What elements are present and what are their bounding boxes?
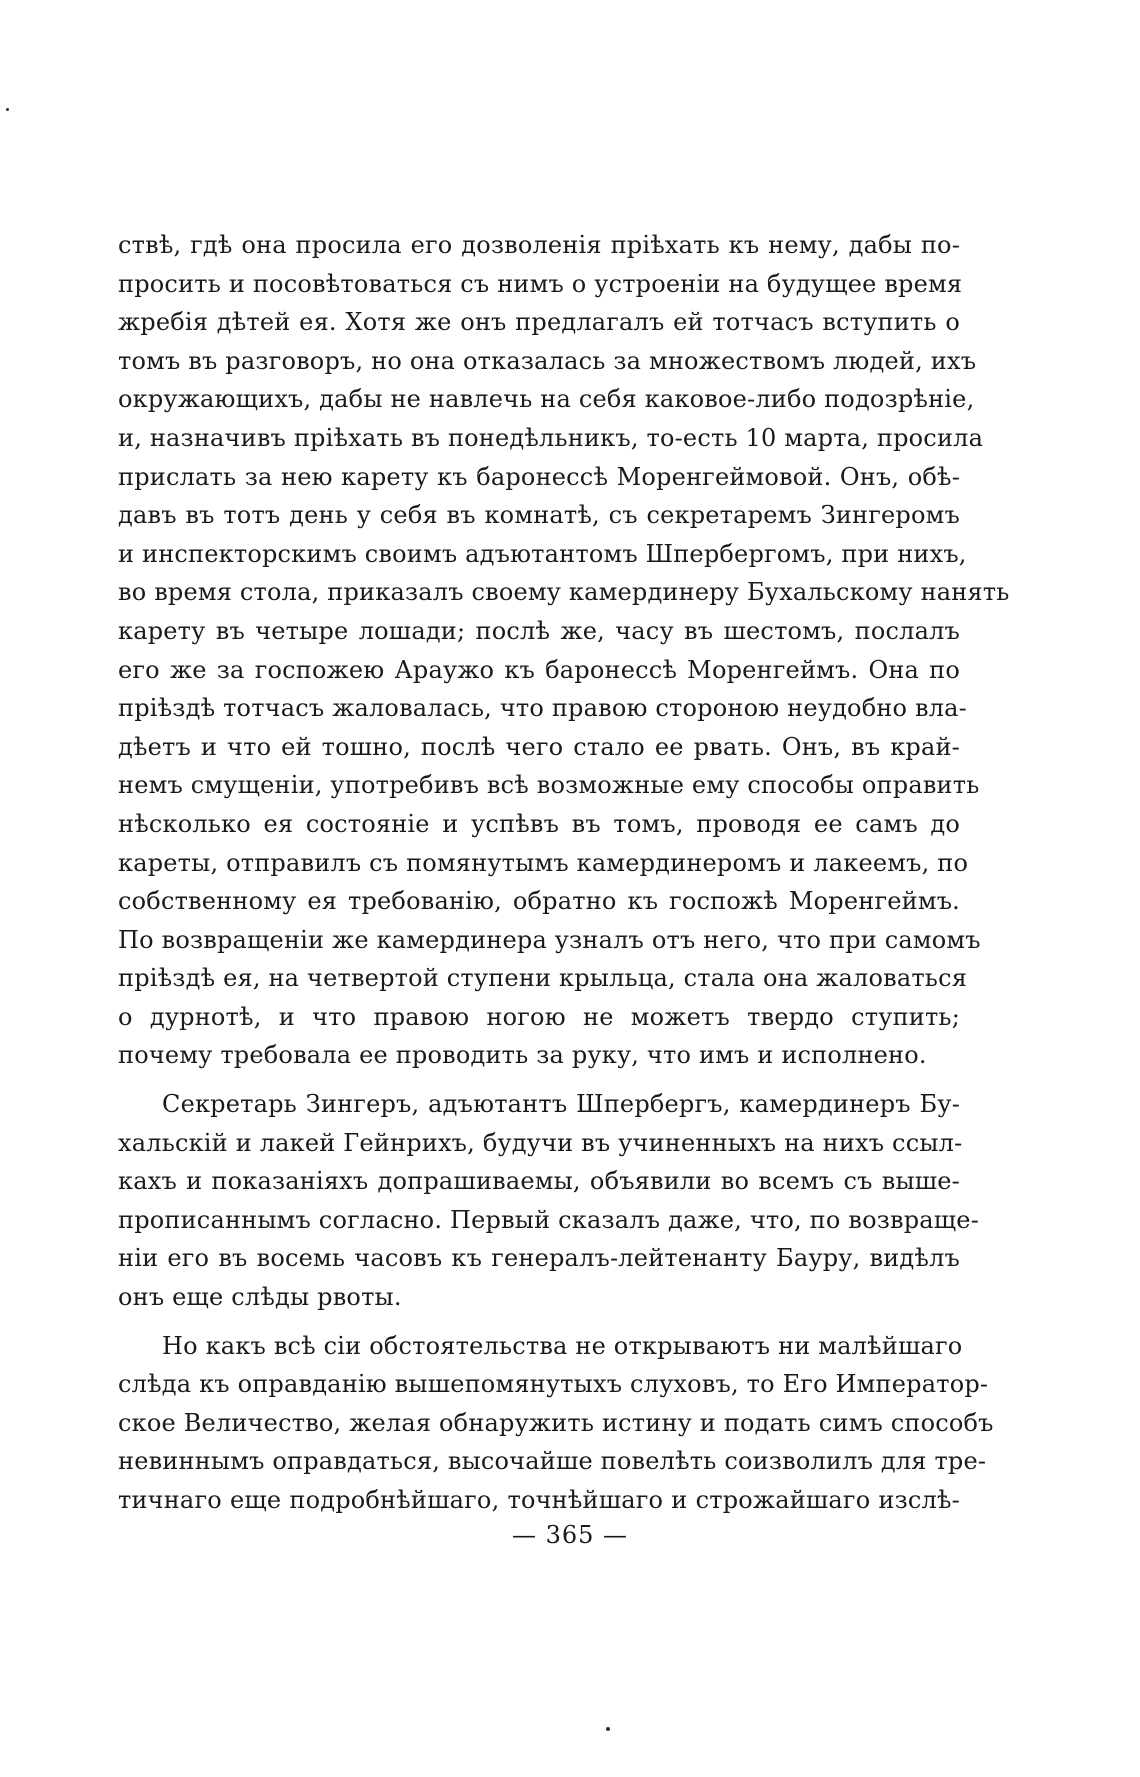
text-line: Секретарь Зингеръ, адъютантъ Шпербергъ, камердинеръ Бу- bbox=[162, 1090, 960, 1119]
text-line: прописаннымъ согласно. Первый сказалъ даже, что, по возвраще- bbox=[118, 1205, 980, 1234]
text-line: онъ еще слѣды рвоты. bbox=[118, 1283, 402, 1312]
scan-speck bbox=[606, 1727, 610, 1731]
text-line: давъ въ тотъ день у себя въ комнатѣ, съ секретаремъ Зингеромъ bbox=[118, 501, 960, 530]
text-line: кахъ и показаніяхъ допрашиваемы, объявили во всемъ съ выше- bbox=[118, 1167, 960, 1196]
text-line: томъ въ разговоръ, но она отказалась за множествомъ людей, ихъ bbox=[118, 346, 977, 375]
text-line: пріѣздѣ тотчасъ жаловалась, что правою стороною неудобно вла- bbox=[118, 694, 967, 723]
text-line: слѣда къ оправданію вышепомянутыхъ слуховъ, то Его Император- bbox=[118, 1370, 989, 1399]
paragraph-gap bbox=[118, 1075, 960, 1085]
text-line: хальскій и лакей Гейнрихъ, будучи въ учиненныхъ на нихъ ссыл- bbox=[118, 1128, 963, 1157]
text-line: ніи его въ восемь часовъ къ генералъ-лейтенанту Бауру, видѣлъ bbox=[118, 1244, 960, 1273]
text-line: пріѣздѣ ея, на четвертой ступени крыльца, стала она жаловаться bbox=[118, 964, 968, 993]
text-line: дѣетъ и что ей тошно, послѣ чего стало ее рвать. Онъ, въ край- bbox=[118, 732, 960, 761]
text-line: просить и посовѣтоваться съ нимъ о устроеніи на будущее время bbox=[118, 269, 963, 298]
text-line: его же за госпожею Араужо къ баронессѣ Моренгеймъ. Она по bbox=[118, 655, 960, 684]
text-line: во время стола, приказалъ своему камердинеру Бухальскому нанять bbox=[118, 578, 1010, 607]
scan-speck bbox=[6, 108, 9, 111]
paragraph-1 bbox=[118, 226, 1010, 1075]
text-line: карету въ четыре лошади; послѣ же, часу въ шестомъ, послалъ bbox=[118, 616, 960, 645]
paragraph-gap bbox=[118, 1317, 960, 1327]
body-text bbox=[118, 226, 1010, 1520]
text-line: По возвращеніи же камердинера узналъ отъ него, что при самомъ bbox=[118, 925, 981, 954]
text-line: и инспекторскимъ своимъ адъютантомъ Шпербергомъ, при нихъ, bbox=[118, 539, 967, 568]
text-line: немъ смущеніи, употребивъ всѣ возможные ему способы оправить bbox=[118, 771, 980, 800]
text-line: ское Величество, желая обнаружить истину и подать симъ способъ bbox=[118, 1408, 994, 1437]
text-line: невиннымъ оправдаться, высочайше повелѣть соизволилъ для тре- bbox=[118, 1447, 987, 1476]
text-line: Но какъ всѣ сіи обстоятельства не открываютъ ни малѣйшаго bbox=[162, 1331, 963, 1360]
paragraph-3 bbox=[118, 1327, 994, 1520]
text-line: тичнаго еще подробнѣйшаго, точнѣйшаго и строжайшаго изслѣ- bbox=[118, 1486, 960, 1514]
text-line: окружающихъ, дабы не навлечь на себя каковое-либо подозрѣніе, bbox=[118, 385, 975, 414]
text-line: и, назначивъ пріѣхать въ понедѣльникъ, то-есть 10 марта, просила bbox=[118, 423, 984, 452]
text-line: прислать за нею карету къ баронессѣ Моренгеймовой. Онъ, обѣ- bbox=[118, 462, 960, 491]
text-line: ствѣ, гдѣ она просила его дозволенія пріѣхать къ нему, дабы по- bbox=[118, 231, 960, 259]
text-line: кареты, отправилъ съ помянутымъ камердинеромъ и лакеемъ, по bbox=[118, 848, 969, 877]
page-number: — 365 — bbox=[511, 1521, 629, 1549]
text-line: почему требовала ее проводить за руку, что имъ и исполнено. bbox=[118, 1041, 927, 1070]
text-line: о дурнотѣ, и что правою ногою не можетъ твердо ступить; bbox=[118, 1002, 960, 1031]
text-line: жребія дѣтей ея. Хотя же онъ предлагалъ ей тотчасъ вступить о bbox=[118, 308, 960, 337]
paragraph-2 bbox=[118, 1085, 980, 1317]
text-line: нѣсколько ея состояніе и успѣвъ въ томъ, проводя ее самъ до bbox=[118, 809, 960, 838]
text-line: собственному ея требованію, обратно къ госпожѣ Моренгеймъ. bbox=[118, 887, 960, 916]
